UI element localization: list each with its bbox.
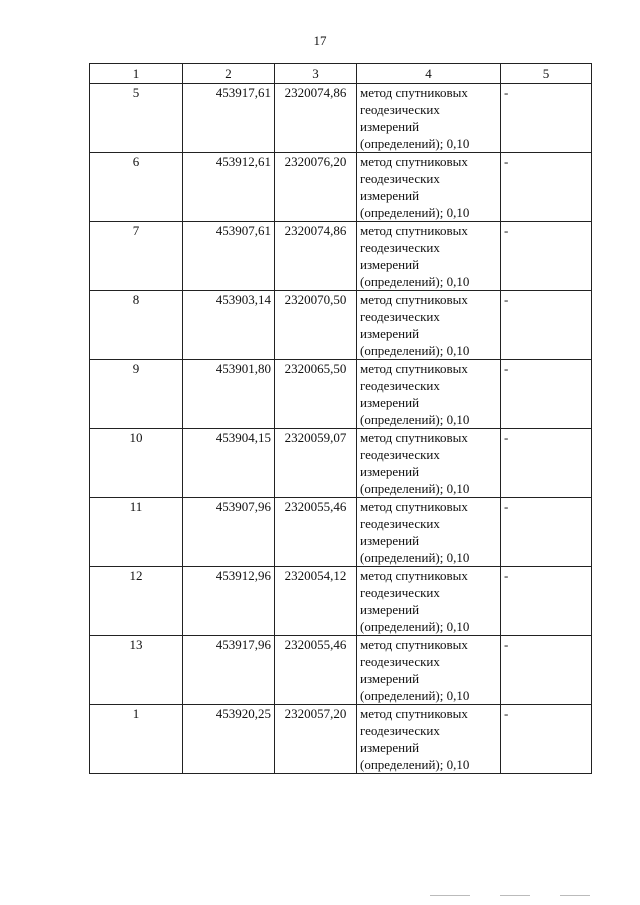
- cell-note: -: [501, 291, 592, 360]
- table-header: [90, 64, 592, 84]
- cell-x: 453920,25: [183, 705, 275, 774]
- cell-note: -: [501, 153, 592, 222]
- cell-x: 453904,15: [183, 429, 275, 498]
- table-row: [90, 429, 592, 498]
- cell-point: 1: [90, 705, 183, 774]
- table-row: [90, 84, 592, 153]
- scan-artifact-marks: [0, 895, 640, 899]
- cell-y: 2320054,12: [275, 567, 357, 636]
- cell-note: -: [501, 84, 592, 153]
- cell-x: 453917,61: [183, 84, 275, 153]
- page-number: 17: [313, 33, 327, 48]
- table-row: [90, 153, 592, 222]
- cell-method: метод спутниковых геодезических измерений (определений); 0,10: [357, 429, 501, 498]
- cell-x: 453903,14: [183, 291, 275, 360]
- cell-note: -: [501, 222, 592, 291]
- cell-point: 12: [90, 567, 183, 636]
- table-row: [90, 498, 592, 567]
- table-row: [90, 705, 592, 774]
- cell-x: 453912,96: [183, 567, 275, 636]
- coordinates-table: [89, 63, 592, 774]
- cell-note: -: [501, 429, 592, 498]
- cell-method: метод спутниковых геодезических измерений (определений); 0,10: [357, 705, 501, 774]
- cell-y: 2320055,46: [275, 498, 357, 567]
- table-row: [90, 636, 592, 705]
- cell-point: 10: [90, 429, 183, 498]
- header-col-2: 2: [183, 64, 275, 84]
- table-body: [90, 84, 592, 774]
- cell-y: 2320065,50: [275, 360, 357, 429]
- cell-point: 7: [90, 222, 183, 291]
- cell-method: метод спутниковых геодезических измерений (определений); 0,10: [357, 222, 501, 291]
- scan-mark: [500, 895, 530, 896]
- cell-method: метод спутниковых геодезических измерений (определений); 0,10: [357, 291, 501, 360]
- cell-note: -: [501, 360, 592, 429]
- scan-mark: [430, 895, 470, 896]
- cell-y: 2320074,86: [275, 222, 357, 291]
- cell-x: 453907,96: [183, 498, 275, 567]
- header-col-1: 1: [90, 64, 183, 84]
- cell-point: 8: [90, 291, 183, 360]
- header-col-4: 4: [357, 64, 501, 84]
- cell-x: 453901,80: [183, 360, 275, 429]
- header-col-5: 5: [501, 64, 592, 84]
- cell-method: метод спутниковых геодезических измерений (определений); 0,10: [357, 360, 501, 429]
- cell-note: -: [501, 567, 592, 636]
- cell-point: 5: [90, 84, 183, 153]
- cell-note: -: [501, 636, 592, 705]
- table-row: [90, 567, 592, 636]
- table-row: [90, 360, 592, 429]
- cell-method: метод спутниковых геодезических измерений (определений); 0,10: [357, 498, 501, 567]
- cell-point: 9: [90, 360, 183, 429]
- cell-y: 2320074,86: [275, 84, 357, 153]
- cell-point: 6: [90, 153, 183, 222]
- cell-x: 453912,61: [183, 153, 275, 222]
- cell-y: 2320076,20: [275, 153, 357, 222]
- cell-method: метод спутниковых геодезических измерений (определений); 0,10: [357, 567, 501, 636]
- cell-note: -: [501, 705, 592, 774]
- scan-mark: [560, 895, 590, 896]
- cell-method: метод спутниковых геодезических измерений (определений); 0,10: [357, 636, 501, 705]
- header-row: [90, 64, 592, 84]
- cell-point: 13: [90, 636, 183, 705]
- header-col-3: 3: [275, 64, 357, 84]
- table-row: [90, 291, 592, 360]
- cell-x: 453907,61: [183, 222, 275, 291]
- cell-point: 11: [90, 498, 183, 567]
- cell-y: 2320059,07: [275, 429, 357, 498]
- cell-x: 453917,96: [183, 636, 275, 705]
- cell-y: 2320057,20: [275, 705, 357, 774]
- cell-y: 2320070,50: [275, 291, 357, 360]
- cell-method: метод спутниковых геодезических измерений (определений); 0,10: [357, 153, 501, 222]
- cell-note: -: [501, 498, 592, 567]
- cell-method: метод спутниковых геодезических измерений (определений); 0,10: [357, 84, 501, 153]
- cell-y: 2320055,46: [275, 636, 357, 705]
- table-row: [90, 222, 592, 291]
